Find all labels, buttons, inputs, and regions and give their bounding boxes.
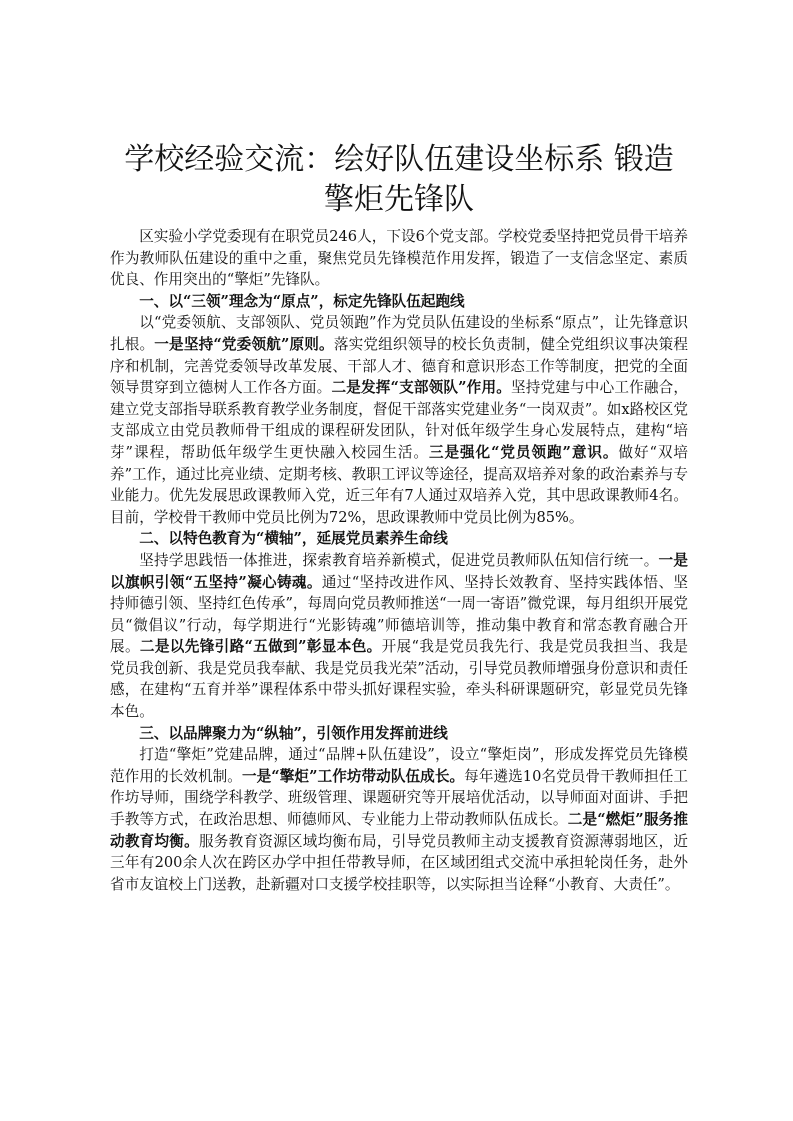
- section-3-point-2: 二是“燃炬”服务推动教育均衡。: [110, 811, 688, 850]
- section-2-heading: 二、以特色教育为“横轴”，延展党员素养生命线: [139, 530, 448, 548]
- section-2-paragraph: 坚持学思践悟一体推进，探索教育培养新模式，促进党员教师队伍知信行统一。一是以旗帜引领“五坚持”凝心铸魂。通过“坚持改进作风、坚持长效教育、坚持实践体悟、坚持师德引领、坚持红色传承”，每周向党员教师推送“一周一寄语”微党课，每月组织开展党员“微倡议”行动，每学期进行“光影铸魂”师德培训等，推动集中教育和常态教育融合开展。二是以先锋引路“五做到”彰显本色。开展“我是党员我先行、我是党员我担当、我是党员我创新、我是党员我奉献、我是党员我光荣”活动，引导党员教师增强身份意识和责任感，在建构“五育并举”课程体系中带头抓好课程实验，牵头科研课题研究，彰显党员先锋本色。: [110, 551, 688, 721]
- section-3-heading: 三、以品牌聚力为“纵轴”，引领作用发挥前进线: [139, 724, 448, 742]
- intro-paragraph: 区实验小学党委现有在职党员246人，下设6个党支部。学校党委坚持把党员骨干培养作为教师队伍建设的重中之重，聚焦党员先锋模范作用发挥，锻造了一支信念坚定、素质优良、作用突出的“擎炬”先锋队。: [110, 228, 688, 289]
- document-body: [110, 140, 688, 895]
- section-3-point-1: 一是“擎炬”工作坊带动队伍成长。: [241, 767, 465, 785]
- section-1-point-3: 三是强化“党员领跑”意识。: [428, 443, 619, 461]
- section-1-point-1: 一是坚持“党委领航”原则。: [154, 335, 334, 353]
- section-2-point-1: 一是以旗帜引领“五坚持”凝心铸魂。: [110, 551, 688, 591]
- section-2-point-2: 二是以先锋引路“五做到”彰显本色。: [139, 638, 382, 656]
- document-title: 学校经验交流：绘好队伍建设坐标系 锻造擎炬先锋队: [124, 142, 674, 217]
- section-3-paragraph: 打造“擎炬”党建品牌，通过“品牌+队伍建设”，设立“擎炬岗”，形成发挥党员先锋模范作用的长效机制。一是“擎炬”工作坊带动队伍成长。每年遴选10名党员骨干教师担任工作坊导师，围绕学科教学、班级管理、课题研究等开展培优活动，以导师面对面讲、手把手教等方式，在政治思想、师德师风、专业能力上带动教师队伍成长。二是“燃炬”服务推动教育均衡。服务教育资源区域均衡布局，引导党员教师主动支援教育资源薄弱地区，近三年有200余人次在跨区办学中担任带教导师，在区域团组式交流中承担轮岗任务，赴外省市友谊校上门送教，赴新疆对口支援学校挂职等，以实际担当诠释“小教育、大责任”。: [110, 746, 688, 893]
- section-1-paragraph: 以“党委领航、支部领队、党员领跑”作为党员队伍建设的坐标系“原点”，让先锋意识扎根。一是坚持“党委领航”原则。落实党组织领导的校长负责制，健全党组织议事决策程序和机制，完善党委领导改革发展、干部人才、德育和意识形态工作等制度，把党的全面领导贯穿到立德树人工作各方面。二是发挥“支部领队”作用。坚持党建与中心工作融合，建立党支部指导联系教育教学业务制度，督促干部落实党建业务“一岗双责”。如x路校区党支部成立由党员教师骨干组成的课程研发团队，针对低年级学生身心发展特点，建构“培芽”课程，帮助低年级学生更快融入校园生活。三是强化“党员领跑”意识。做好“双培养”工作，通过比亮业绩、定期考核、教职工评议等途径，提高双培养对象的政治素养与专业能力。优先发展思政课教师入党，近三年有7人通过双培养入党，其中思政课教师4名。目前，学校骨干教师中党员比例为72%，思政课教师中党员比例为85%。: [110, 314, 688, 526]
- section-1-heading: 一、以“三领”理念为“原点”，标定先锋队伍起跑线: [139, 292, 465, 310]
- section-1-point-2: 二是发挥“支部领队”作用。: [331, 379, 511, 397]
